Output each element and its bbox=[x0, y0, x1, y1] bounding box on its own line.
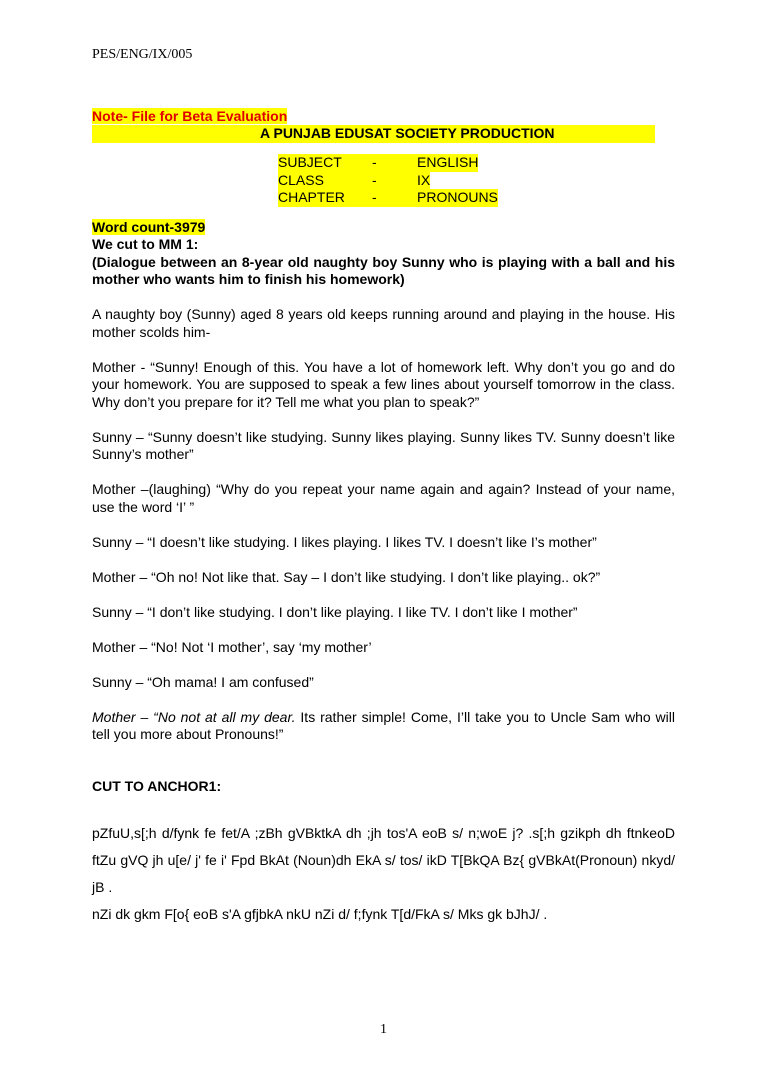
class-dash: - bbox=[372, 172, 417, 190]
gurmukhi-paragraph: pZfuU,s[;h d/fynk fe fet/A ;zBh gVBktkA dh ;jh tos'A eoB s/ n;woE j? .s[;h gzikph dh ftnkeoD ftZu gVQ jh u[e/ j' fe i' Fpd BkAt (Noun)dh EkA s/ tos/ ikD T[BkQA Bz{ gVBkAt(Pronoun) nkyd/ jB . bbox=[92, 825, 675, 895]
beta-note: Note- File for Beta Evaluation bbox=[92, 108, 288, 124]
subject-table bbox=[278, 154, 675, 207]
paragraph: Mother – “No! Not ‘I mother’, say ‘my mother’ bbox=[92, 638, 372, 655]
paragraph: Mother –(laughing) “Why do you repeat your name again and again? Instead of your name, use the word ‘I’ ” bbox=[92, 481, 675, 515]
paragraph-rest-part: Its rather simple! Come, I’ll take you to Uncle Sam who will tell you more about Pronouns!” bbox=[92, 708, 675, 742]
gurmukhi-paragraph: nZi dk gkm F[o{ eoB s'A gfjbkA nkU nZi d/ f;fynk T[d/FkA s/ Mks gk bJhJ/ . bbox=[92, 906, 548, 922]
chapter-dash: - bbox=[372, 189, 417, 207]
paragraph: Sunny – “I doesn’t like studying. I likes playing. I likes TV. I doesn’t like I’s mother” bbox=[92, 533, 597, 550]
paragraph-last bbox=[92, 709, 675, 744]
paragraph: Sunny – “I don’t like studying. I don’t like playing. I like TV. I don’t like I mother” bbox=[92, 603, 578, 620]
subject-row bbox=[278, 154, 675, 172]
paragraph: Sunny – “Sunny doesn’t like studying. Sunny likes playing. Sunny likes TV. Sunny doesn’t like Sunny’s mother” bbox=[92, 428, 675, 462]
class-value: IX bbox=[417, 171, 431, 188]
document-body bbox=[92, 108, 675, 928]
page-number: 1 bbox=[380, 1022, 387, 1037]
paragraph: Mother - “Sunny! Enough of this. You have a lot of homework left. Why don’t you go and do your homework. You are supposed to speak a few lines about yourself tomorrow in the class. Why don’t you prepare for it? Tell me what you plan to speak?” bbox=[92, 358, 675, 410]
class-label: CLASS bbox=[278, 172, 372, 190]
cut-to-anchor-heading: CUT TO ANCHOR1: bbox=[92, 777, 222, 794]
cut-to-mm-heading: We cut to MM 1: bbox=[92, 236, 199, 252]
chapter-value: PRONOUNS bbox=[417, 189, 498, 205]
gurmukhi-section bbox=[92, 820, 675, 928]
production-title: A PUNJAB EDUSAT SOCIETY PRODUCTION bbox=[260, 125, 555, 141]
chapter-label: CHAPTER bbox=[278, 189, 372, 207]
subject-value: ENGLISH bbox=[417, 154, 479, 170]
subject-dash: - bbox=[372, 154, 417, 172]
paragraph: A naughty boy (Sunny) aged 8 years old keeps running around and playing in the house. His mother scolds him- bbox=[92, 306, 675, 340]
class-row bbox=[278, 172, 675, 190]
document-code: PES/ENG/IX/005 bbox=[92, 47, 193, 62]
subject-label: SUBJECT bbox=[278, 154, 372, 172]
dialogue-description: (Dialogue between an 8-year old naughty boy Sunny who is playing with a ball and his mother who wants him to finish his homework) bbox=[92, 253, 675, 287]
word-count: Word count-3979 bbox=[92, 218, 206, 235]
paragraph: Mother – “Oh no! Not like that. Say – I don’t like studying. I don’t like playing.. ok?” bbox=[92, 568, 601, 585]
paragraph: Sunny – “Oh mama! I am confused” bbox=[92, 673, 314, 690]
paragraph-italic-part: Mother – “No not at all my dear. bbox=[92, 708, 296, 725]
chapter-row bbox=[278, 189, 675, 207]
